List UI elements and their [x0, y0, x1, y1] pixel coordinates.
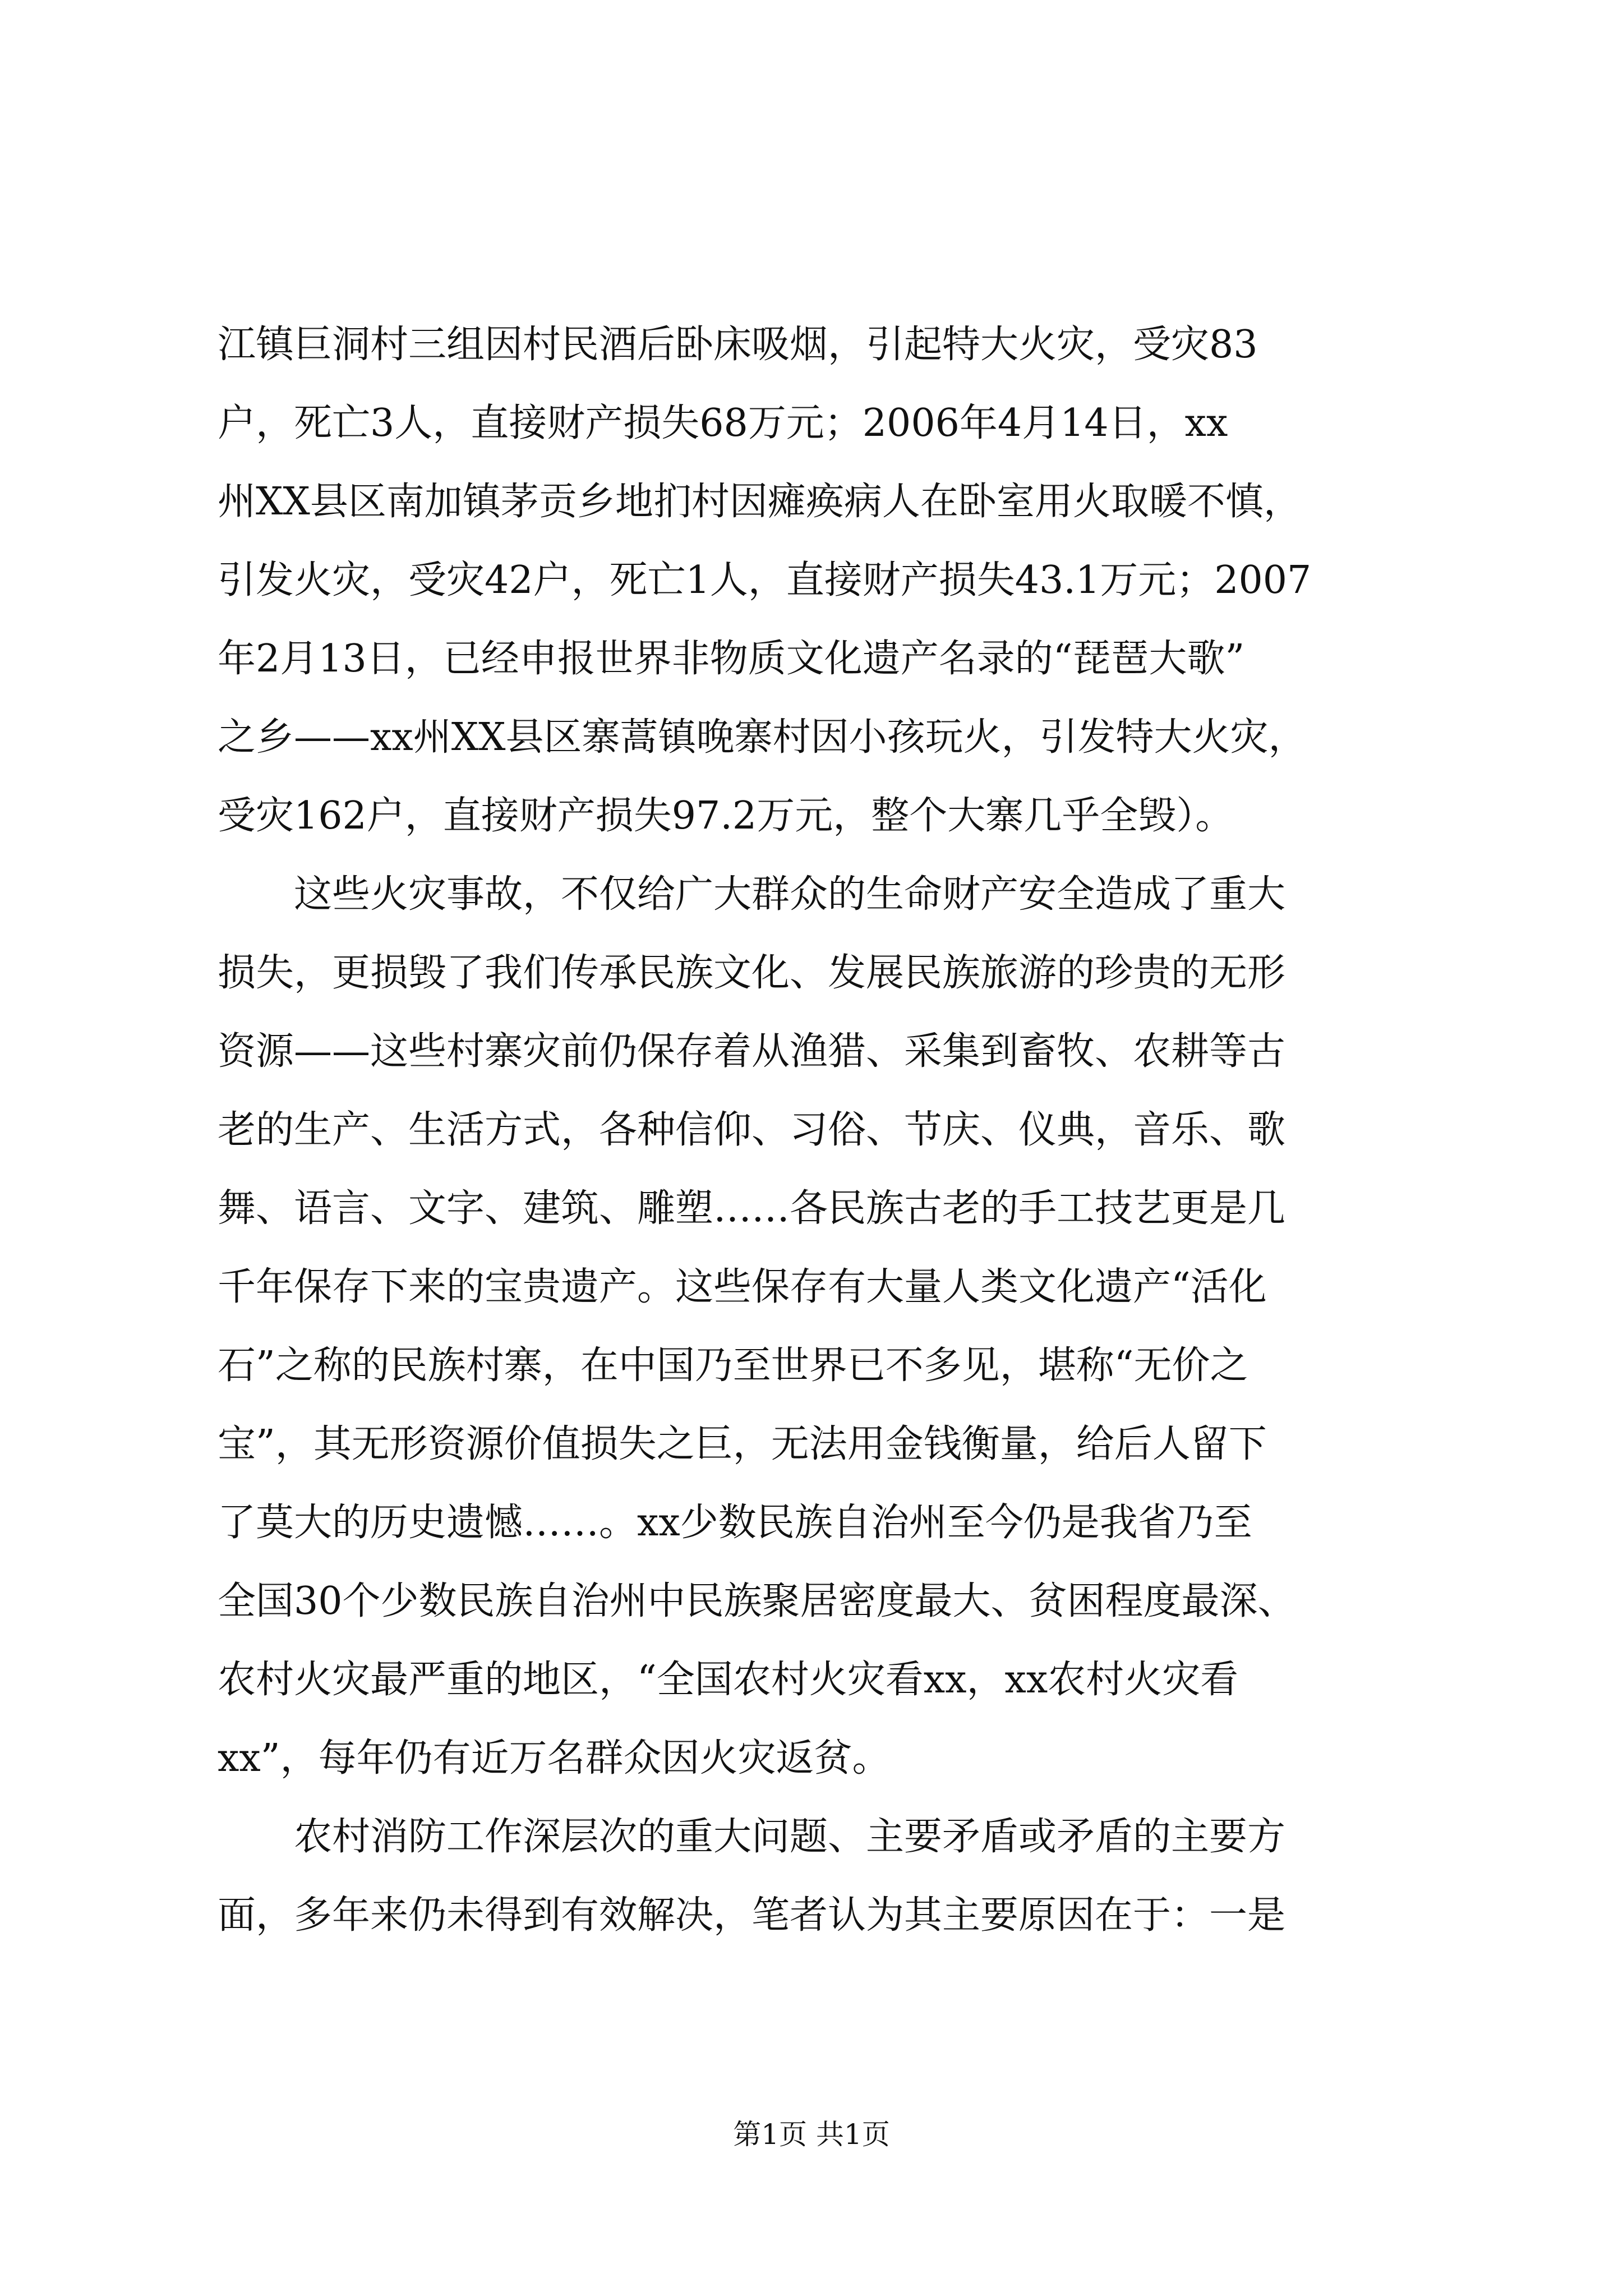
- paragraph-line: 州XX县区南加镇茅贡乡地扪村因瘫痪病人在卧室用火取暖不慎，: [218, 480, 1302, 524]
- paragraph-line: 江镇巨洞村三组因村民酒后卧床吸烟，引起特大火灾，受灾83: [218, 323, 1258, 367]
- paragraph-line: 面，多年来仍未得到有效解决，笔者认为其主要原因在于：一是: [218, 1893, 1286, 1938]
- paragraph-line: 了莫大的历史遗憾……。xx少数民族自治州至今仍是我省乃至: [218, 1501, 1252, 1545]
- paragraph-line: 损失，更损毁了我们传承民族文化、发展民族旅游的珍贵的无形: [218, 951, 1286, 995]
- paragraph: [218, 1798, 1413, 1955]
- paragraph-line: 农村火灾最严重的地区，“全国农村火灾看xx，xx农村火灾看: [218, 1658, 1239, 1702]
- paragraph-first-line: 这些火灾事故，不仅给广大群众的生命财产安全造成了重大: [294, 872, 1286, 917]
- paragraph-line: 千年保存下来的宝贵遗产。这些保存有大量人类文化遗产“活化: [218, 1265, 1267, 1309]
- paragraph-line: 之乡——xx州XX县区寨蒿镇晚寨村因小孩玩火，引发特大火灾，: [218, 715, 1307, 760]
- paragraph-line: 老的生产、生活方式，各种信仰、习俗、节庆、仪典，音乐、歌: [218, 1108, 1286, 1152]
- paragraph: [218, 855, 1413, 1798]
- paragraph-line: 资源——这些村寨灾前仍保存着从渔猎、采集到畜牧、农耕等古: [218, 1029, 1286, 1074]
- paragraph-line: xx”，每年仍有近万名群众因火灾返贫。: [218, 1736, 891, 1780]
- paragraph-line: 年2月13日，已经申报世界非物质文化遗产名录的“琵琶大歌”: [218, 637, 1245, 681]
- document-body: [218, 306, 1413, 1955]
- paragraph-first-line: 农村消防工作深层次的重大问题、主要矛盾或矛盾的主要方: [294, 1815, 1286, 1859]
- paragraph-line: 石”之称的民族村寨，在中国乃至世界已不多见，堪称“无价之: [218, 1343, 1248, 1388]
- paragraph: [218, 306, 1413, 855]
- paragraph-line: 户，死亡3人，直接财产损失68万元；2006年4月14日，xx: [218, 401, 1228, 445]
- page-footer: [0, 2115, 1623, 2154]
- paragraph-line: 引发火灾，受灾42户，死亡1人，直接财产损失43.1万元；2007: [218, 558, 1312, 602]
- page-number-label: 第1页 共1页: [733, 2118, 890, 2151]
- paragraph-line: 受灾162户，直接财产损失97.2万元，整个大寨几乎全毁）。: [218, 794, 1234, 838]
- paragraph-line: 宝”，其无形资源价值损失之巨，无法用金钱衡量，给后人留下: [218, 1422, 1267, 1466]
- paragraph-line: 舞、语言、文字、建筑、雕塑……各民族古老的手工技艺更是几: [218, 1186, 1286, 1231]
- paragraph-line: 全国30个少数民族自治州中民族聚居密度最大、贫困程度最深、: [218, 1579, 1296, 1623]
